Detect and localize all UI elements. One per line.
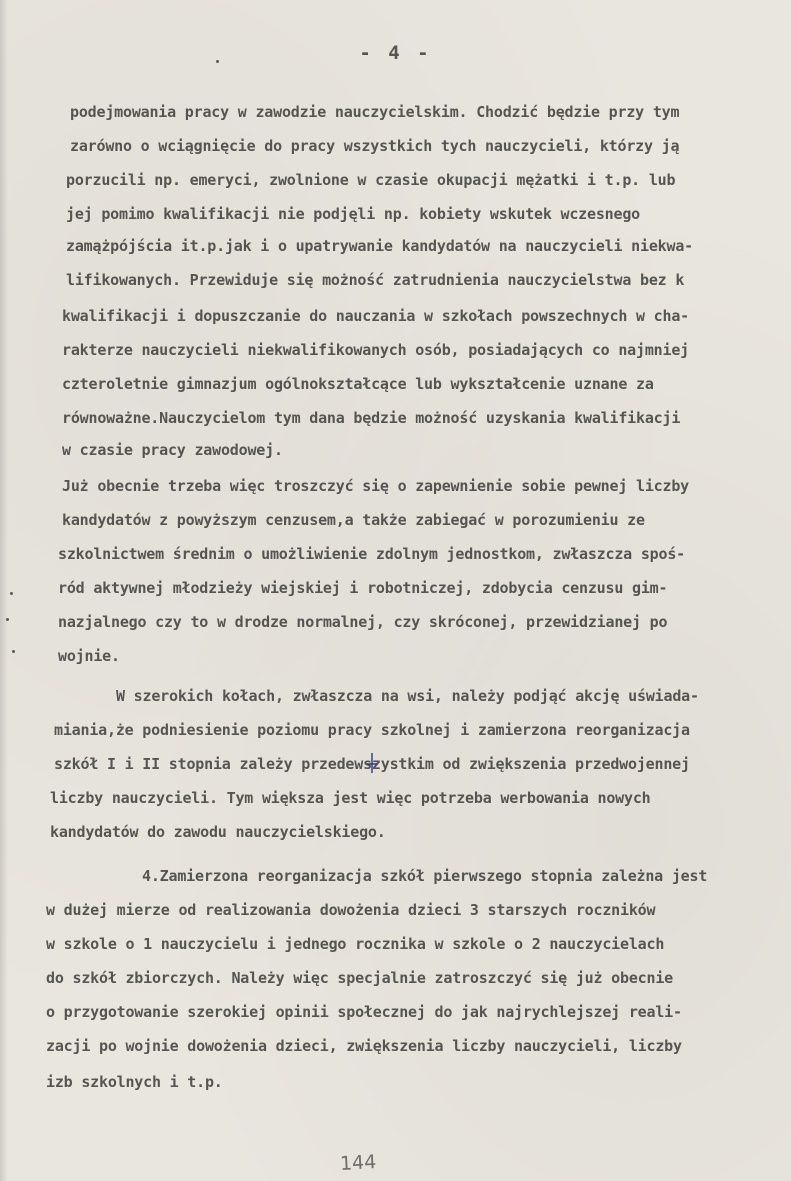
- text-line: kwalifikacji i dopuszczanie do nauczania w szkołach powszechnych w cha-: [62, 307, 689, 325]
- pen-correction-mark: [366, 752, 378, 774]
- ink-dot: [10, 592, 13, 595]
- page-number: - 4 -: [359, 42, 432, 64]
- text-line: miania,że podniesienie poziomu pracy szkolnej i zamierzona reorganizacja: [54, 721, 690, 739]
- text-line: zamążpójścia it.p.jak i o upatrywanie kandydatów na nauczycieli niekwa-: [66, 237, 693, 255]
- text-line: szkół I i II stopnia zależy przedewszystkim od zwiększenia przedwojennej: [54, 755, 690, 773]
- ink-dot: [6, 618, 9, 621]
- text-line: w czasie pracy zawodowej.: [62, 441, 283, 459]
- text-line: porzucili np. emeryci, zwolnione w czasie okupacji mężatki i t.p. lub: [66, 171, 676, 189]
- text-line: w szkole o 1 nauczycielu i jednego rocznika w szkole o 2 nauczycielach: [46, 935, 665, 953]
- text-line: ród aktywnej młodzieży wiejskiej i robotniczej, zdobycia cenzusu gim-: [58, 579, 668, 597]
- text-line: Już obecnie trzeba więc troszczyć się o zapewnienie sobie pewnej liczby: [62, 477, 689, 495]
- page-fold-shadow: [0, 0, 8, 1181]
- text-line: W szerokich kołach, zwłaszcza na wsi, należy podjąć akcję uświada-: [116, 687, 699, 705]
- text-line: równoważne.Nauczycielom tym dana będzie możność uzyskania kwalifikacji: [62, 409, 681, 427]
- text-line: o przygotowanie szerokiej opinii społecznej do jak najrychlejszej reali-: [46, 1003, 682, 1021]
- text-line: izb szkolnych i t.p.: [46, 1073, 223, 1091]
- text-line: wojnie.: [58, 647, 120, 665]
- text-line: szkolnictwem średnim o umożliwienie zdolnym jednostkom, zwłaszcza spoś-: [58, 545, 685, 563]
- text-line: jej pomimo kwalifikacji nie podjęli np. kobiety wskutek wczesnego: [66, 205, 640, 223]
- text-line: kandydatów z powyższym cenzusem,a także zabiegać w porozumieniu ze: [62, 511, 645, 529]
- text-line: do szkół zbiorczych. Należy więc specjalnie zatroszczyć się już obecnie: [46, 969, 673, 987]
- text-line: zacji po wojnie dowożenia dzieci, zwiększenia liczby nauczycieli, liczby: [46, 1037, 682, 1055]
- text-line: rakterze nauczycieli niekwalifikowanych osób, posiadających co najmniej: [62, 341, 689, 359]
- text-line: czteroletnie gimnazjum ogólnokształcące lub wykształcenie uznane za: [62, 375, 654, 393]
- text-line: w dużej mierze od realizowania dowożenia dzieci 3 starszych roczników: [46, 901, 656, 919]
- text-line: kandydatów do zawodu nauczycielskiego.: [50, 823, 386, 841]
- ink-dot: [216, 60, 219, 63]
- text-line: zarówno o wciągnięcie do pracy wszystkich tych nauczycieli, którzy ją: [70, 137, 680, 155]
- text-line: podejmowania pracy w zawodzie nauczycielskim. Chodzić będzie przy tym: [70, 103, 680, 121]
- text-line: 4.Zamierzona reorganizacja szkół pierwszego stopnia zależna jest: [142, 867, 708, 885]
- text-line: lifikowanych. Przewiduje się możność zatrudnienia nauczycielstwa bez k: [66, 271, 685, 289]
- ink-dot: [12, 650, 15, 653]
- text-line: nazjalnego czy to w drodze normalnej, czy skróconej, przewidzianej po: [58, 613, 668, 631]
- text-line: liczby nauczycieli. Tym większa jest więc potrzeba werbowania nowych: [50, 789, 651, 807]
- archive-page-number: 144: [339, 1151, 377, 1175]
